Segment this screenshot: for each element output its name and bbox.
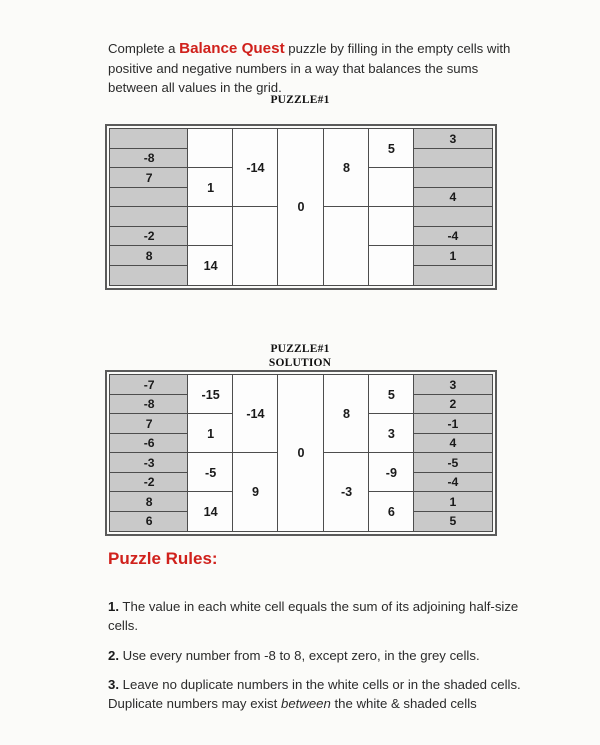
grid-cell: 0: [277, 374, 325, 532]
solution-grid-inner: [110, 375, 492, 531]
puzzle-column-grey-right: [414, 129, 492, 285]
rule-item: [108, 646, 526, 665]
grid-cell: -3: [109, 452, 189, 473]
grid-cell: 9: [232, 452, 278, 532]
rule-item: [108, 675, 526, 713]
grid-cell[interactable]: -14: [232, 128, 278, 208]
grid-cell: -6: [109, 433, 189, 454]
grid-cell[interactable]: [413, 206, 493, 227]
rule-text: The value in each white cell equals the sum of its adjoining half-size cells.: [108, 599, 519, 634]
brand-name: Balance Quest: [179, 40, 285, 58]
solution-column-center: [278, 375, 324, 531]
grid-cell[interactable]: [413, 265, 493, 286]
solution-title: PUZZLE#1: [270, 343, 330, 355]
rule-emphasis: between: [280, 696, 331, 712]
grid-cell: 3: [413, 374, 493, 395]
grid-cell[interactable]: 14: [187, 245, 233, 286]
grid-cell[interactable]: -8: [109, 148, 189, 169]
grid-cell: -1: [413, 413, 493, 434]
grid-cell: 4: [413, 433, 493, 454]
intro-text-before: Complete a: [108, 41, 180, 57]
grid-cell: 6: [368, 491, 414, 532]
grid-cell[interactable]: 0: [277, 128, 325, 286]
grid-cell: 7: [109, 413, 189, 434]
grid-cell[interactable]: 8: [323, 128, 369, 208]
grid-cell: 5: [413, 511, 493, 532]
grid-cell[interactable]: [109, 206, 189, 227]
intro-text-after: puzzle by filling in the empty cells with positive and negative numbers in a way that balances the sums between all values in the grid.: [108, 41, 511, 96]
grid-cell[interactable]: [413, 167, 493, 188]
rule-text: Leave no duplicate numbers in the white cells or in the shaded cells. Duplicate numbers may exist: [108, 677, 521, 712]
grid-cell[interactable]: [368, 245, 414, 286]
grid-cell: -2: [109, 472, 189, 493]
grid-cell[interactable]: [187, 128, 233, 169]
rule-text: Use every number from -8 to 8, except zero, in the grey cells.: [119, 648, 480, 664]
puzzle-title: PUZZLE#1: [270, 94, 330, 106]
grid-cell: 8: [323, 374, 369, 454]
grid-cell: -4: [413, 472, 493, 493]
grid-cell[interactable]: 1: [413, 245, 493, 266]
puzzle-column-quarter-right: [369, 129, 414, 285]
solution-column-half-right: [324, 375, 369, 531]
puzzle-grid: [105, 124, 497, 290]
solution-column-grey-right: [414, 375, 492, 531]
puzzle-column-half-right: [324, 129, 369, 285]
puzzle-grid-inner: [110, 129, 492, 285]
solution-column-quarter-left: [188, 375, 233, 531]
grid-cell[interactable]: [368, 167, 414, 208]
grid-cell[interactable]: [109, 265, 189, 286]
rules-heading: Puzzle Rules:: [108, 549, 218, 568]
rule-number: 2.: [108, 648, 119, 664]
grid-cell: -5: [187, 452, 233, 493]
grid-cell[interactable]: [187, 206, 233, 247]
grid-cell[interactable]: [413, 148, 493, 169]
rule-text-tail: the white & shaded cells: [330, 696, 477, 712]
grid-cell[interactable]: 8: [109, 245, 189, 266]
grid-cell: 1: [187, 413, 233, 454]
grid-cell[interactable]: [232, 206, 278, 286]
grid-cell: 14: [187, 491, 233, 532]
grid-cell[interactable]: 7: [109, 167, 189, 188]
grid-cell[interactable]: 4: [413, 187, 493, 208]
puzzle-column-center: [278, 129, 324, 285]
intro-paragraph: [108, 39, 520, 98]
solution-column-grey-left: [110, 375, 188, 531]
grid-cell: 5: [368, 374, 414, 415]
grid-cell[interactable]: 3: [413, 128, 493, 149]
grid-cell: 6: [109, 511, 189, 532]
grid-cell: 8: [109, 491, 189, 512]
grid-cell: 1: [413, 491, 493, 512]
grid-cell: 2: [413, 394, 493, 415]
grid-cell[interactable]: [368, 206, 414, 247]
grid-cell: -8: [109, 394, 189, 415]
grid-cell: 3: [368, 413, 414, 454]
solution-grid: [105, 370, 497, 536]
grid-cell: -15: [187, 374, 233, 415]
grid-cell[interactable]: [109, 128, 189, 149]
grid-cell[interactable]: -2: [109, 226, 189, 247]
grid-cell[interactable]: [109, 187, 189, 208]
grid-cell[interactable]: -4: [413, 226, 493, 247]
rule-number: 3.: [108, 677, 119, 693]
grid-cell[interactable]: 5: [368, 128, 414, 169]
grid-cell: -3: [323, 452, 369, 532]
solution-subtitle: SOLUTION: [268, 357, 332, 369]
solution-column-quarter-right: [369, 375, 414, 531]
rule-number: 1.: [108, 599, 119, 615]
puzzle-column-grey-left: [110, 129, 188, 285]
puzzle-column-half-left: [233, 129, 278, 285]
grid-cell: -14: [232, 374, 278, 454]
grid-cell: -5: [413, 452, 493, 473]
grid-cell: -7: [109, 374, 189, 395]
rule-item: [108, 597, 526, 635]
solution-column-half-left: [233, 375, 278, 531]
grid-cell[interactable]: 1: [187, 167, 233, 208]
grid-cell: -9: [368, 452, 414, 493]
puzzle-column-quarter-left: [188, 129, 233, 285]
grid-cell[interactable]: [323, 206, 369, 286]
